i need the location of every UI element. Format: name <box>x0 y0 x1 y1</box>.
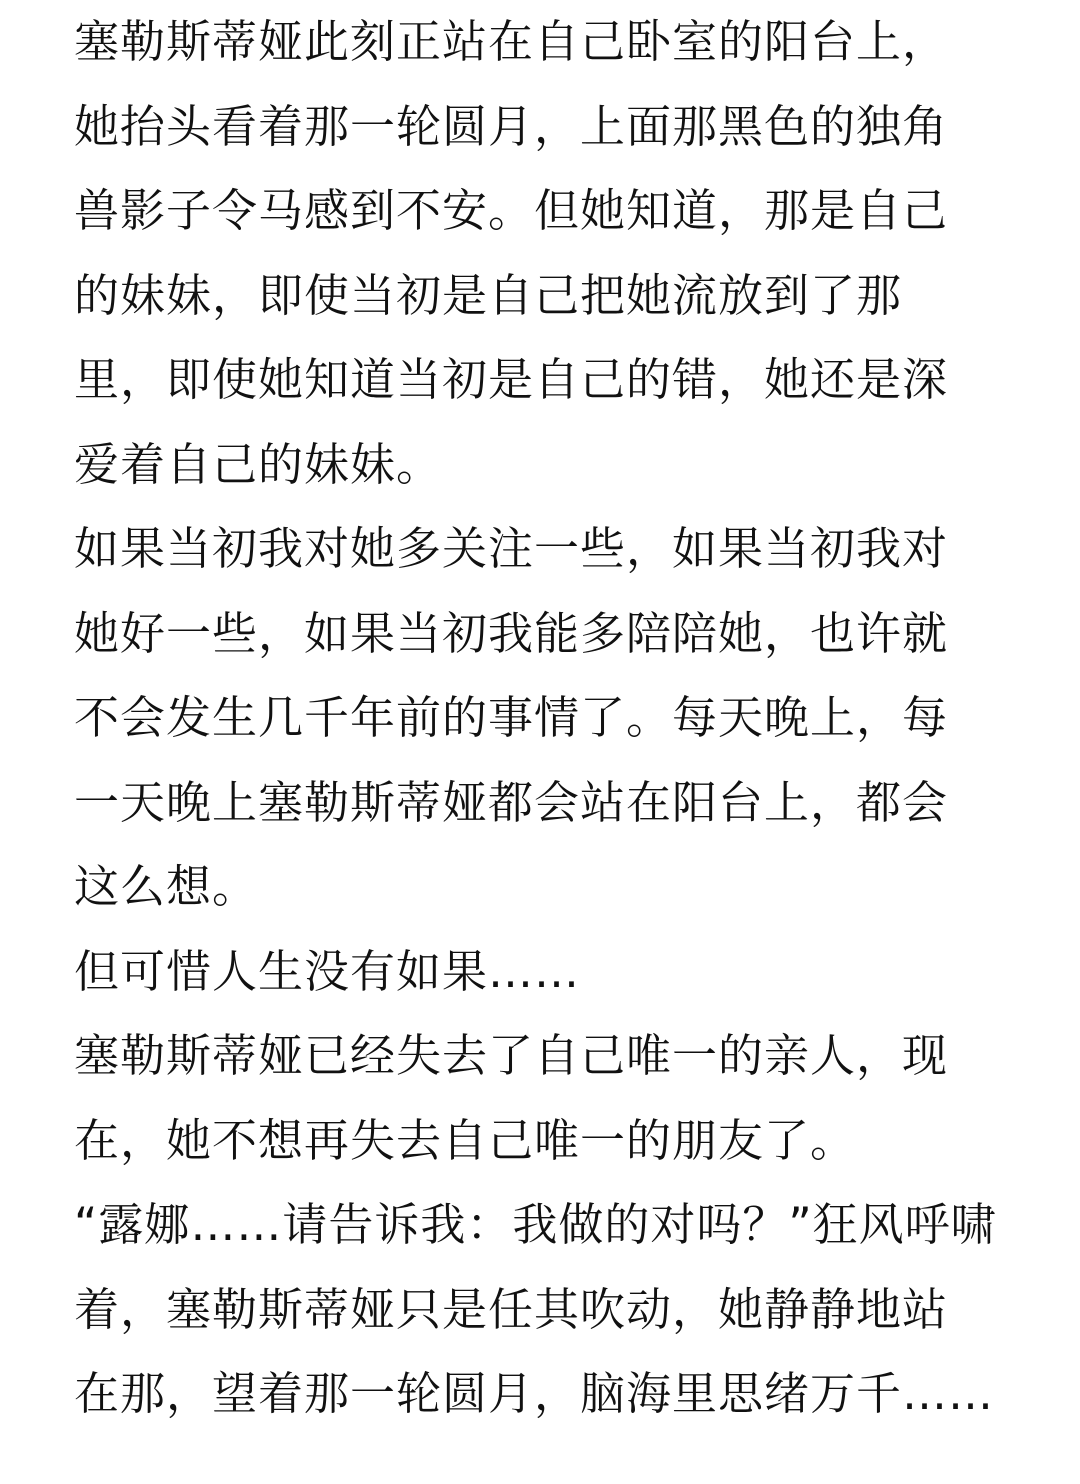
text-line: 塞勒斯蒂娅已经失去了自己唯一的亲人，现 <box>74 1029 949 1082</box>
text-line: 她好一些，如果当初我能多陪陪她，也许就 <box>74 606 949 660</box>
text-line: 爱着自己的妹妹。 <box>74 437 443 491</box>
text-line: 一天晚上塞勒斯蒂娅都会站在阳台上，都会 <box>74 775 949 829</box>
text-line: 她抬头看着那一轮圆月，上面那黑色的独角 <box>74 99 949 153</box>
text-line: 着，塞勒斯蒂娅只是任其吹动，她静静地站 <box>74 1282 949 1336</box>
text-line: 里，即使她知道当初是自己的错，她还是深 <box>74 353 949 406</box>
text-line: 在，她不想再失去自己唯一的朋友了。 <box>74 1113 857 1167</box>
text-line: 兽影子令马感到不安。但她知道，那是自己 <box>74 184 949 237</box>
text-line: “露娜……请告诉我：我做的对吗？”狂风呼啸 <box>74 1198 997 1251</box>
text-line: 的妹妹，即使当初是自己把她流放到了那 <box>74 268 903 322</box>
text-line: 不会发生几千年前的事情了。每天晚上，每 <box>74 691 949 744</box>
text-line: 塞勒斯蒂娅此刻正站在自己卧室的阳台上， <box>74 15 949 68</box>
text-line: 但可惜人生没有如果…… <box>74 944 581 998</box>
story-text <box>74 0 1014 1437</box>
text-line: 这么想。 <box>74 860 259 913</box>
text-line: 在那，望着那一轮圆月，脑海里思绪万千…… <box>74 1367 995 1420</box>
text-line: 如果当初我对她多关注一些，如果当初我对 <box>74 522 949 575</box>
